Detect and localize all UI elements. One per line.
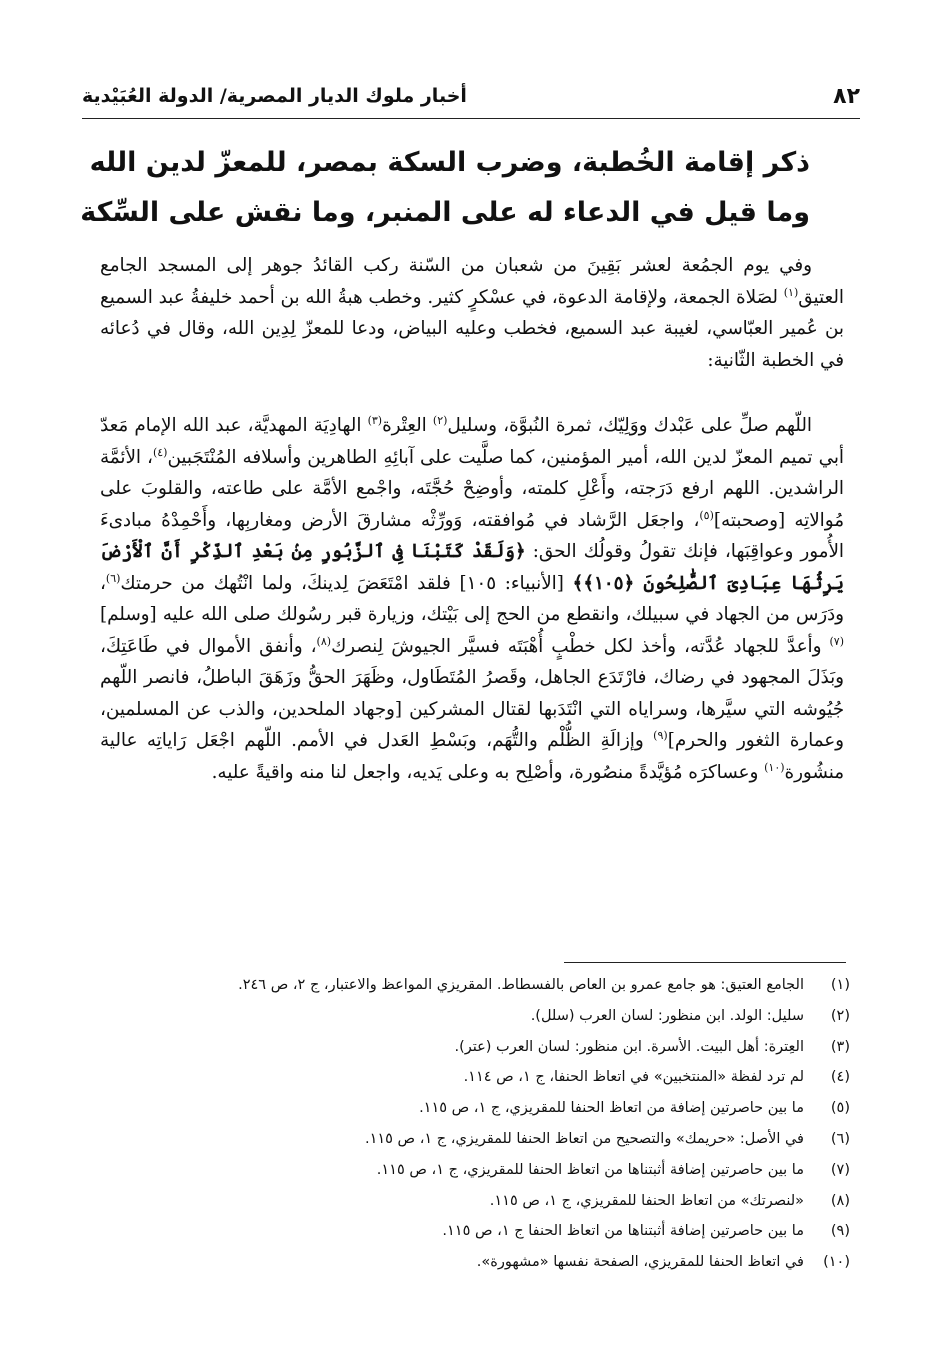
prayer-text-9: ، وأنفق الأموال في طَاعَتِكَ، وبَذَلَ المجهود في رضاك، فارْتَدَع الجاهل، وقَصرُ المُتَطَاول، وظَهَرَ الحقُّ وزَهَقَ الباطلُ، فانصر اللّهم جُيُوشه التي سيَّرها، وسراياه التي انْتَدَبها لقتال المشركين [وجهاد الملحدين، والذب عن المسلمين، وعمارة الثغور والحرم]	[100, 635, 845, 751]
prayer-text-2: العِتْرة	[382, 415, 433, 436]
footnote-text: في الأصل: «حريمك» والتصحيح من اتعاظ الحنفا للمقريزي، ج ١، ص ١١٥.	[364, 1130, 804, 1147]
footnote-divider	[564, 962, 846, 963]
footnote-text: في اتعاظ الحنفا للمقريزي، الصفحة نفسها «مشهورة».	[476, 1254, 804, 1271]
footnote-item	[150, 1124, 850, 1155]
footnote-item	[150, 1216, 850, 1247]
footnote-number: (٥)	[830, 1100, 850, 1117]
header-divider	[82, 118, 860, 119]
footnote-number: (٤)	[830, 1069, 850, 1086]
footnote-item	[150, 1062, 850, 1093]
paragraph-1-text-b: لصَلاة الجمعة، ولإقامة الدعوة، في عسْكرٍ كثير. وخطب هبةُ الله بن أحمد خليفةُ عبد السميع بن عُمير العبّاسي، لغيبة عبد السميع، فخطب وعليه البياض، ودعا للمعزّ لِدِين الله، وقال في دُعائه في الخطبة الثّانية:	[100, 286, 844, 371]
footnote-number: (٦)	[830, 1130, 850, 1147]
footnote-ref-3[interactable]: (٣)	[367, 413, 383, 427]
footnote-ref-10[interactable]: (١٠)	[764, 760, 785, 774]
prayer-text-4: ، الأئمَّة الراشدين. اللهم ارفع دَرَجته، وأَعْلِ كلمته، وأوضِحْ حُجَّتَه، واجْمع الأمَّة على طاعته، والقلوبَ على مُوالاتِه [وصحبته]	[100, 446, 844, 531]
prayer-text-5: ، واجعَل الرَّشاد في مُوافقته، وَورِّثْه مشارقَ الأرض ومغاربِها، وأَحْمِدْهُ مبادىءَ الأُمور وعواقِبَها، فإنك تقولُ وقولُك الحق:	[100, 509, 844, 562]
footnote-ref-7[interactable]: (٧)	[829, 634, 844, 648]
running-title: أخبار ملوك الديار المصرية/ الدولة العُبَيْدية	[82, 85, 467, 107]
footnote-number: (٨)	[830, 1192, 850, 1209]
footnote-ref-5[interactable]: (٥)	[699, 508, 714, 522]
section-title-line-1: ذكر إقامة الخُطبة، وضرب السكة بمصر، للمعزّ لدين الله	[89, 147, 810, 178]
paragraph-1-text-a: وفي يوم الجمُعة لعشر بَقِينَ من شعبان من السّنة ركب القائدُ جوهر إلى المسجد الجامع العتيق	[100, 255, 844, 308]
footnote-item	[150, 1186, 850, 1217]
footnote-number: (١)	[830, 977, 850, 993]
footnote-item	[150, 1093, 850, 1124]
quran-verse: ﴿وَلَقَدْ كَتَبْنَا فِى ٱلزَّبُورِ مِنۢ بَعْدِ ٱلذِّكْرِ أَنَّ ٱلْأَرْضَ يَرِثُهَا عِبَادِىَ ٱلصَّٰلِحُونَ ﴿١٠٥﴾﴾	[100, 541, 845, 594]
footnote-ref-2[interactable]: (٢)	[432, 413, 448, 427]
footnote-number: (٣)	[830, 1038, 850, 1055]
prayer-text-7: ، ودَرَس من الجهاد في سبيلك، وانقطع من الحج إلى بَيْتك، وزيارة قبر رسُولك صلى الله عليه [وسلم]	[100, 572, 844, 625]
footnote-item	[150, 1247, 850, 1278]
footnote-number: (٢)	[830, 1007, 850, 1024]
footnote-text: «لنصرتك» من اتعاظ الحنفا للمقريزي، ج ١، ص ١١٥.	[489, 1192, 804, 1209]
prayer-text-8: وأعدَّ للجهاد عُدَّته، وأخذ لكل خطْبٍ أُهْبَتَه فسيَّر الجيوشَ لِنصرك	[331, 635, 830, 657]
prayer-text-1: اللّهم صلِّ على عَبْدك ووَلِيّك، ثمرة النُبوَّة، وسليل	[447, 415, 812, 436]
footnote-ref-6[interactable]: (٦)	[105, 571, 121, 585]
footnote-item	[150, 970, 850, 1001]
section-title	[80, 138, 810, 238]
prayer-text-3: الهادِيَة المهديَّة، عبد الله الإمام مَعدّ أبي تميم المعزّ لدين الله، أمير المؤمنين، كما صلَّيت على آبائِهِ الطاهرين وأسلافه المُنْتَجَبين	[100, 415, 844, 468]
footnote-ref-1[interactable]: (١)	[783, 285, 799, 299]
prayer-text-6: [الأنبياء: ١٠٥] فلقد امْتَعَضَ لِدينكَ، ولما انْتُهك من حرمتك	[120, 572, 573, 594]
footnote-number: (٧)	[830, 1161, 850, 1178]
footnote-number: (٩)	[830, 1223, 850, 1240]
footnote-ref-4[interactable]: (٤)	[152, 445, 168, 459]
paragraph-1	[100, 250, 844, 376]
page-header	[82, 78, 860, 114]
footnote-text: الجامع العتيق: هو جامع عمرو بن العاص بالفسطاط. المقريزي المواعظ والاعتبار، ج ٢، ص ٢٤٦.	[238, 977, 804, 993]
section-title-line-2: وما قيل في الدعاء له على المنبر، وما نقش على السِّكة	[80, 197, 810, 228]
footnote-item	[150, 1032, 850, 1063]
footnote-ref-9[interactable]: (٩)	[653, 728, 668, 742]
footnote-text: ما بين حاصرتين إضافة من اتعاظ الحنفا للمقريزي، ج ١، ص ١١٥.	[419, 1100, 804, 1117]
footnote-text: ما بين حاصرتين إضافة أثبتناها من اتعاظ الحنفا للمقريزي، ج ١، ص ١١٥.	[376, 1161, 804, 1178]
footnote-number: (١٠)	[823, 1254, 850, 1271]
footnote-text: ما بين حاصرتين إضافة أثبتناها من اتعاظ الحنفا ج ١، ص ١١٥.	[442, 1223, 804, 1240]
footnote-text: العِترة: أهل البيت. الأسرة. ابن منظور: لسان العرب (عتر).	[454, 1038, 804, 1055]
footnote-item	[150, 1001, 850, 1032]
footnote-ref-8[interactable]: (٨)	[316, 634, 332, 648]
paragraph-2	[100, 410, 844, 788]
page-number: ٨٢	[833, 83, 860, 109]
prayer-text-10: وإزالَةِ الظُّلْم والتُّهَم، وبَسْطِ العَدل في الأمم. اللّهم اجْعَل رَاياتِه عالية منشُورة	[100, 730, 844, 783]
footnote-text: سليل: الولد. ابن منظور: لسان العرب (سلل).	[530, 1007, 804, 1024]
footnote-item	[150, 1155, 850, 1186]
prayer-text-11: وعساكرَه مُؤيَّدةً منصُورة، وأصْلِح به وعلى يَديه، واجعل لنا منه واقيةً عليه.	[211, 761, 765, 783]
footnotes-list	[150, 970, 850, 1278]
footnote-text: لم ترد لفظة «المنتخبين» في اتعاظ الحنفا، ج ١، ص ١١٤.	[463, 1069, 804, 1086]
